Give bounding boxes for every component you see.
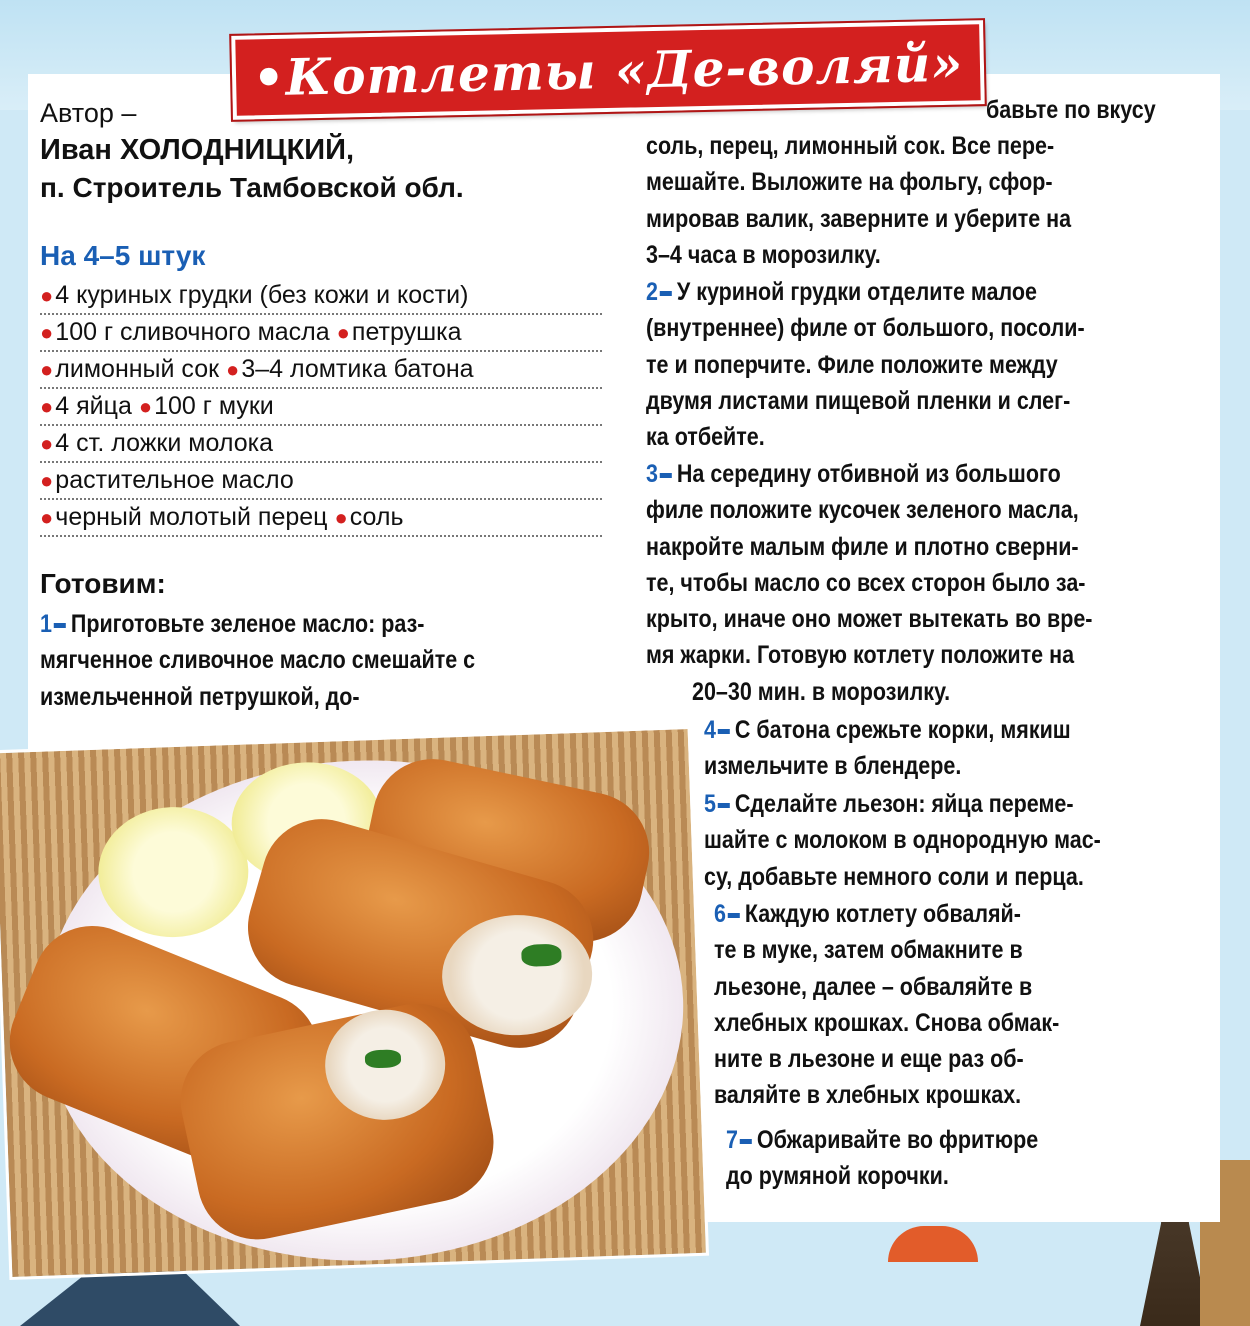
- bullet-icon: ●: [40, 431, 54, 456]
- bullet-icon: ●: [40, 357, 54, 382]
- step-line: шайте с молоком в однородную мас-: [704, 826, 1101, 855]
- ingredients-list: [40, 278, 602, 537]
- step-line: У куриной грудки отделите малое: [676, 278, 1037, 306]
- food-photo: [0, 726, 709, 1280]
- ingredient: 4 ст. ложки молока: [55, 429, 273, 457]
- step-number: 3: [646, 460, 658, 488]
- bullet-icon: ●: [40, 320, 54, 345]
- step-line: филе положите кусочек зеленого масла,: [646, 496, 1079, 525]
- bullet-icon: ●: [40, 505, 54, 530]
- ingredient: растительное масло: [55, 466, 294, 494]
- bullet-icon: ●: [40, 394, 54, 419]
- step-line: 20–30 мин. в морозилку.: [692, 678, 951, 706]
- ingredient: черный молотый перец: [55, 503, 328, 531]
- step-line: су, добавьте немного соли и перца.: [704, 862, 1084, 891]
- ingredient-row: [40, 278, 602, 315]
- step-line: Обжаривайте во фритюре: [756, 1126, 1039, 1154]
- step-line: С батона срежьте корки, мякиш: [734, 716, 1071, 744]
- bullet-icon: ●: [226, 357, 240, 382]
- bullet-icon: ●: [40, 468, 54, 493]
- step-line: Каждую котлету обваляй-: [744, 900, 1021, 928]
- step-number: 7: [726, 1126, 738, 1154]
- step-line: бавьте по вкусу: [986, 96, 1156, 124]
- step-line: ните в льезоне и еще раз об-: [714, 1045, 1024, 1074]
- ingredient-row: [40, 463, 602, 500]
- ingredient: петрушка: [351, 318, 462, 346]
- herb-filling: [521, 944, 562, 967]
- author-label: Автор –: [40, 98, 137, 128]
- step-line: На середину отбивной из большого: [676, 460, 1061, 488]
- step-line: крыто, иначе оно может вытекать во вре-: [646, 605, 1093, 634]
- bullet-icon: ●: [336, 320, 350, 345]
- step-line: те и поперчите. Филе положите между: [646, 350, 1058, 379]
- cooking-heading: Готовим:: [40, 568, 166, 599]
- recipe-title: •Котлеты «Де-воляй»: [252, 33, 964, 107]
- ingredient-row: [40, 500, 602, 537]
- step-line: те в муке, затем обмакните в: [714, 936, 1023, 965]
- ingredient: 100 г сливочного масла: [55, 318, 330, 346]
- step-line: мя жарки. Готовую котлету положите на: [646, 641, 1075, 670]
- step-line: измельченной петрушкой, до-: [40, 682, 360, 711]
- ingredient: соль: [349, 503, 404, 531]
- step-line: те, чтобы масло со всех сторон было за-: [646, 568, 1086, 597]
- ingredient: 4 яйца: [55, 392, 132, 420]
- author-place: п. Строитель Тамбовской обл.: [40, 172, 464, 203]
- step-1-continued: [986, 92, 1156, 128]
- step-line: мягченное сливочное масло смешайте с: [40, 646, 476, 675]
- ingredient: 100 г муки: [154, 392, 274, 420]
- step-number: 2: [646, 278, 658, 306]
- step-line: 3–4 часа в морозилку.: [646, 240, 881, 269]
- step-1: [40, 606, 475, 715]
- step-line: соль, перец, лимонный сок. Все пере-: [646, 132, 1055, 160]
- step-number: 6: [714, 900, 726, 928]
- step-number: 5: [704, 790, 716, 818]
- step-7: [726, 1122, 1038, 1195]
- step-line: (внутреннее) филе от большого, посоли-: [646, 314, 1085, 343]
- step-line: ка отбейте.: [646, 423, 765, 452]
- step-3-end: [692, 674, 950, 710]
- servings-heading: На 4–5 штук: [40, 240, 206, 271]
- herb-filling: [365, 1049, 402, 1068]
- step-line: мировав валик, заверните и уберите на: [646, 204, 1072, 233]
- step-4: [704, 712, 1071, 785]
- step-line: накройте малым филе и плотно сверни-: [646, 532, 1079, 561]
- ingredient: 3–4 ломтика батона: [241, 355, 474, 383]
- bullet-icon: ●: [334, 505, 348, 530]
- bullet-icon: ●: [138, 394, 153, 419]
- step-line: хлебных крошках. Снова обмак-: [714, 1008, 1060, 1037]
- step-line: валяйте в хлебных крошках.: [714, 1081, 1022, 1110]
- dash-icon: [740, 1139, 752, 1144]
- author-name: Иван ХОЛОДНИЦКИЙ,: [40, 134, 355, 166]
- bullet-icon: ●: [40, 283, 54, 308]
- step-6: [714, 896, 1059, 1114]
- step-line: льезоне, далее – обваляйте в: [714, 972, 1033, 1001]
- step-number: 1: [40, 610, 52, 638]
- dash-icon: [728, 913, 740, 918]
- ingredient-row: [40, 426, 602, 463]
- step-line: двумя листами пищевой пленки и слег-: [646, 386, 1071, 415]
- ingredient-row: [40, 389, 602, 426]
- dash-icon: [54, 623, 66, 628]
- dash-icon: [660, 291, 672, 296]
- step-line: Сделайте льезон: яйца переме-: [734, 790, 1074, 818]
- step-3: [646, 456, 1092, 674]
- dash-icon: [660, 473, 672, 478]
- title-banner: [231, 20, 985, 120]
- step-line: мешайте. Выложите на фольгу, сфор-: [646, 168, 1053, 197]
- step-5: [704, 786, 1101, 895]
- ingredient: 4 куриных грудки (без кожи и кости): [55, 281, 469, 309]
- ingredient: лимонный сок: [55, 355, 220, 383]
- dash-icon: [718, 803, 730, 808]
- step-line: измельчите в блендере.: [704, 752, 962, 781]
- ingredient-row: [40, 315, 602, 352]
- ingredient-row: [40, 352, 602, 389]
- step-line: Приготовьте зеленое масло: раз-: [70, 610, 425, 638]
- dash-icon: [718, 729, 730, 734]
- step-2: [646, 274, 1085, 455]
- step-line: до румяной корочки.: [726, 1162, 949, 1191]
- step-1-continued-body: [646, 128, 1071, 273]
- step-number: 4: [704, 716, 716, 744]
